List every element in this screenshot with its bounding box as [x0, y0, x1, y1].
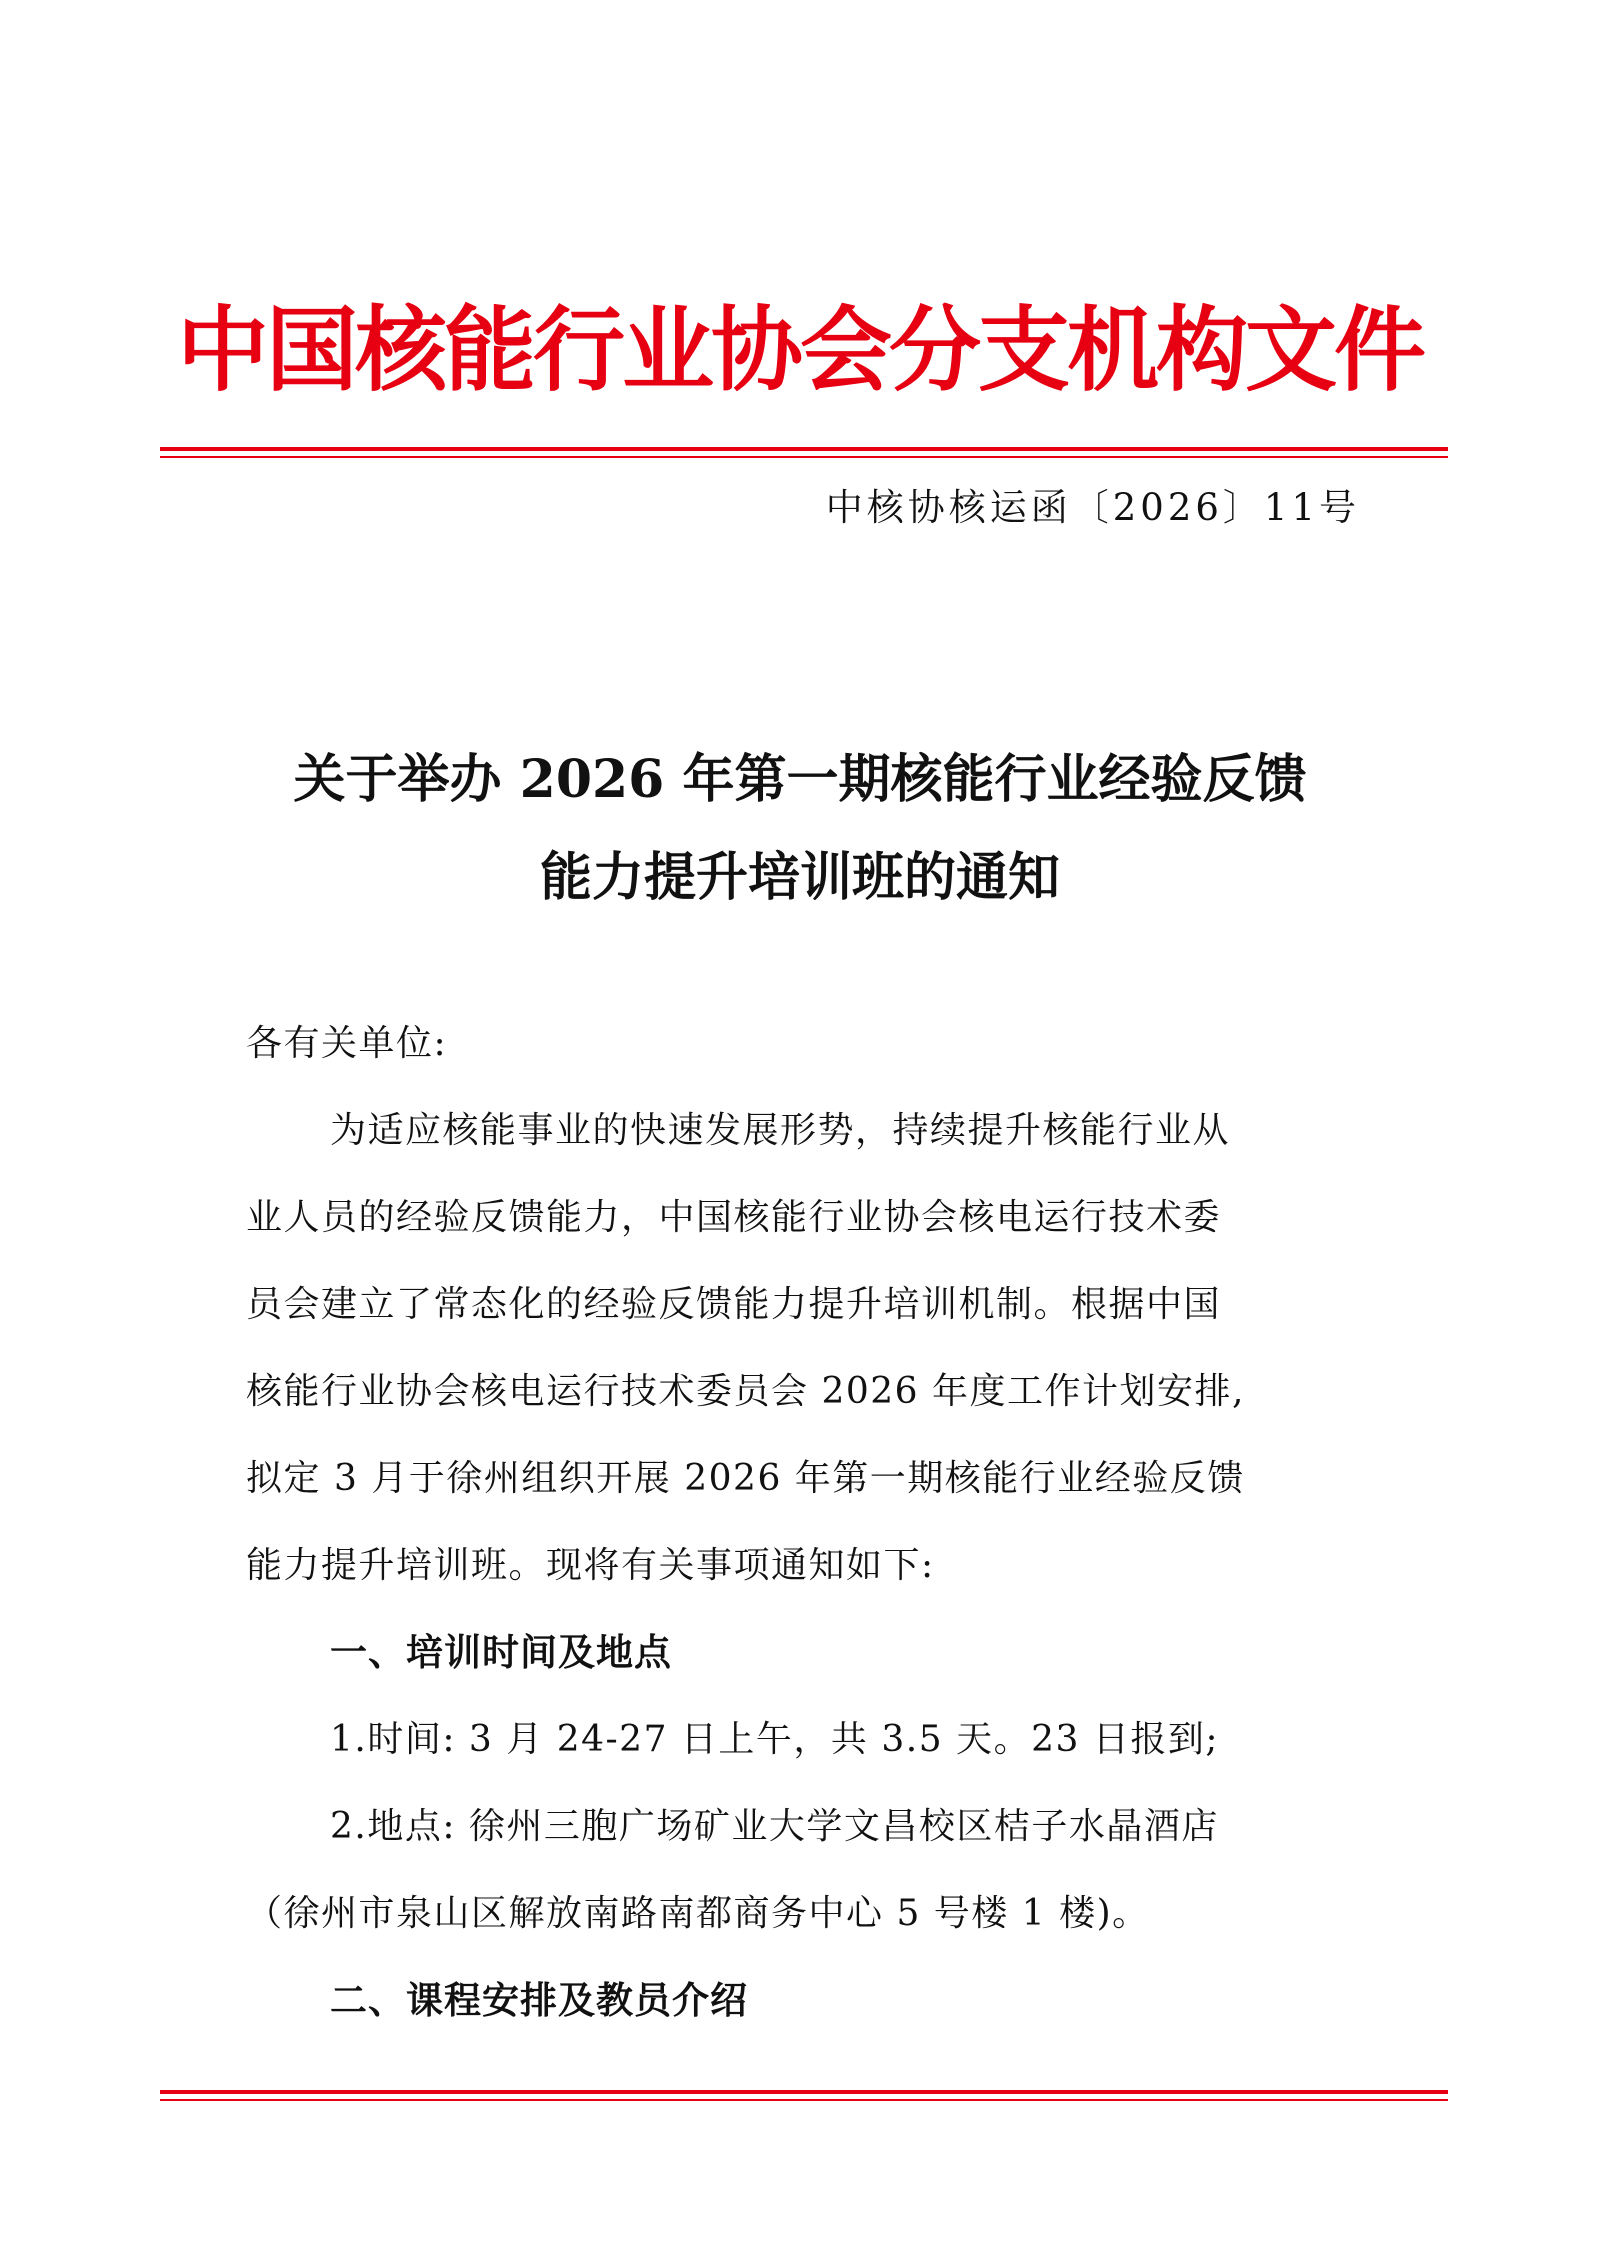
- intro-line-6: 能力提升培训班。现将有关事项通知如下:: [246, 1545, 935, 1586]
- issuing-organization-header: 中国核能行业协会分支机构文件: [176, 296, 1423, 404]
- intro-line-5: 拟定 3 月于徐州组织开展 2026 年第一期核能行业经验反馈: [246, 1458, 1245, 1499]
- section-2-heading: 二、课程安排及教员介绍: [330, 1979, 748, 2022]
- document-number: 中核协核运函〔2026〕11号: [825, 486, 1360, 529]
- header-divider-thin: [160, 456, 1448, 458]
- section-1-heading: 一、培训时间及地点: [330, 1631, 672, 1674]
- footer-divider-thick: [160, 2090, 1448, 2094]
- intro-line-1: 为适应核能事业的快速发展形势，持续提升核能行业从: [330, 1110, 1231, 1151]
- notice-title-line-2: 能力提升培训班的通知: [539, 847, 1060, 908]
- footer-divider-thin: [160, 2099, 1448, 2101]
- header-divider-thick: [160, 447, 1448, 451]
- intro-line-4: 核能行业协会核电运行技术委员会 2026 年度工作计划安排,: [246, 1371, 1245, 1412]
- notice-title-line-1: 关于举办 2026 年第一期核能行业经验反馈: [293, 749, 1307, 810]
- intro-line-3: 员会建立了常态化的经验反馈能力提升培训机制。根据中国: [246, 1284, 1222, 1325]
- intro-line-2: 业人员的经验反馈能力，中国核能行业协会核电运行技术委: [246, 1197, 1222, 1238]
- section-1-location-item: 2.地点: 徐州三胞广场矿业大学文昌校区桔子水晶酒店: [330, 1806, 1219, 1847]
- section-1-time-item: 1.时间: 3 月 24-27 日上午，共 3.5 天。23 日报到;: [330, 1719, 1219, 1760]
- section-1-location-address: （徐州市泉山区解放南路南都商务中心 5 号楼 1 楼)。: [246, 1893, 1150, 1934]
- salutation: 各有关单位:: [246, 1023, 448, 1064]
